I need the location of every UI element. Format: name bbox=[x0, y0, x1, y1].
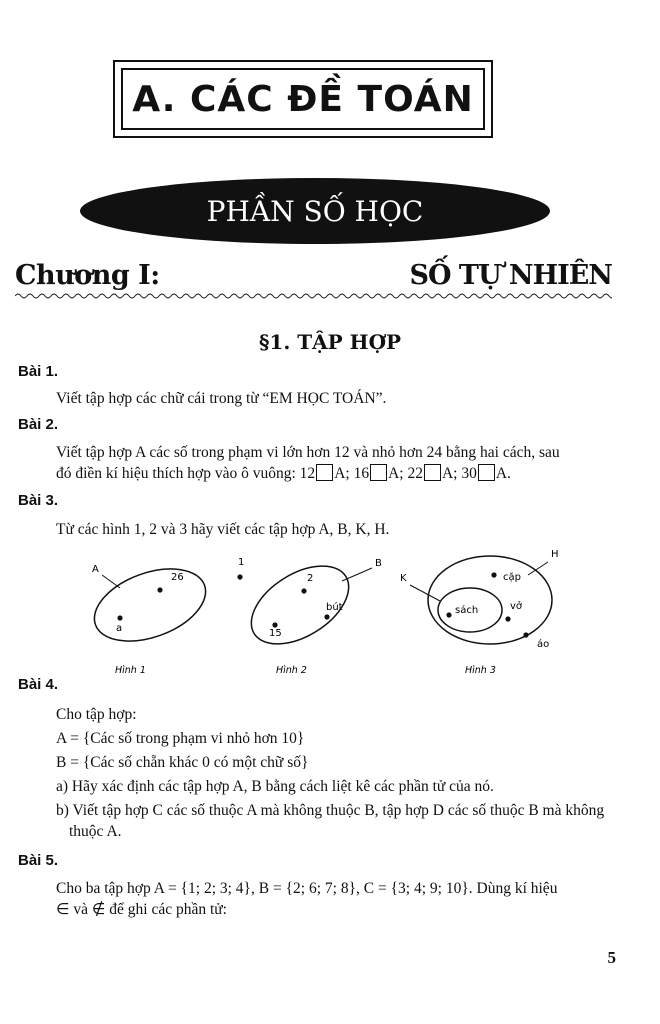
element-dot bbox=[117, 615, 122, 620]
chapter-name: SỐ TỰ NHIÊN bbox=[409, 260, 612, 291]
element-vo: vở bbox=[510, 601, 523, 612]
element-26: 26 bbox=[171, 572, 184, 583]
exercise-4-question-a: a) Hãy xác định các tập hợp A, B bằng cách liệt kê các phần tử của nó. bbox=[56, 778, 494, 795]
set-k-pointer bbox=[410, 585, 440, 601]
element-dot bbox=[301, 588, 306, 593]
element-dot bbox=[446, 612, 451, 617]
lesson-title: §1. TẬP HỢP bbox=[258, 330, 402, 354]
exercise-2-text bbox=[56, 442, 616, 484]
page-number: 5 bbox=[607, 948, 616, 967]
exercise-4-body bbox=[56, 704, 616, 842]
exercise-5-label: Bài 5. bbox=[18, 852, 59, 869]
exercise-2-seg4: A. bbox=[495, 465, 511, 482]
figure-3 bbox=[400, 549, 559, 676]
exercise-1-text: Viết tập hợp các chữ cái trong từ “EM HỌC TOÁN”. bbox=[56, 390, 387, 407]
set-b-pointer bbox=[342, 568, 372, 581]
exercise-2-line1: Viết tập hợp A các số trong phạm vi lớn hơn 12 và nhỏ hơn 24 bằng hai cách, sau bbox=[56, 444, 560, 461]
exercise-2-line2-start: đó điền kí hiệu thích hợp vào ô vuông: 12 bbox=[56, 465, 316, 482]
exercise-4-question-b: b) Viết tập hợp C các số thuộc A mà không thuộc B, tập hợp D các số thuộc B mà không thuộc A. bbox=[56, 802, 605, 840]
set-b-ellipse bbox=[238, 550, 362, 660]
exercise-3-label: Bài 3. bbox=[18, 492, 59, 509]
element-1-outside: 1 bbox=[238, 557, 245, 568]
figure-3-caption: Hình 3 bbox=[465, 665, 496, 676]
exercise-5-line2: ∈ và ∉ để ghi các phần tử: bbox=[56, 901, 227, 918]
figure-2-caption: Hình 2 bbox=[276, 665, 307, 676]
exercise-5-body bbox=[56, 878, 616, 920]
blank-square bbox=[424, 464, 441, 481]
exercise-2-line2 bbox=[56, 463, 616, 484]
element-sach: sách bbox=[455, 605, 479, 616]
blank-square bbox=[370, 464, 387, 481]
venn-figures bbox=[80, 545, 560, 680]
figure-2 bbox=[237, 550, 382, 676]
element-cap: cặp bbox=[503, 572, 521, 583]
exercise-4-set-a: A = {Các số trong phạm vi nhỏ hơn 10} bbox=[56, 730, 305, 747]
element-ao: áo bbox=[537, 639, 550, 650]
figure-1-caption: Hình 1 bbox=[115, 665, 146, 676]
exercise-5-line1: Cho ba tập hợp A = {1; 2; 3; 4}, B = {2; 6; 7; 8}, C = {3; 4; 9; 10}. Dùng kí hiệu bbox=[56, 880, 558, 897]
set-b-label: B bbox=[375, 558, 382, 569]
exercise-2-seg3: A; 30 bbox=[441, 465, 477, 482]
set-a-pointer bbox=[102, 575, 120, 588]
wavy-divider bbox=[15, 292, 612, 300]
exercise-4-intro: Cho tập hợp: bbox=[56, 706, 137, 723]
exercise-2-seg1: A; 16 bbox=[334, 465, 370, 482]
element-dot bbox=[324, 614, 329, 619]
blank-square bbox=[478, 464, 495, 481]
exercise-1-label: Bài 1. bbox=[18, 363, 59, 380]
element-15: 15 bbox=[269, 628, 282, 639]
section-banner: PHẦN SỐ HỌC bbox=[80, 178, 550, 244]
exercise-4-set-b: B = {Các số chẵn khác 0 có một chữ số} bbox=[56, 754, 309, 771]
set-k-label: K bbox=[400, 573, 407, 584]
exercise-3-text: Từ các hình 1, 2 và 3 hãy viết các tập hợp A, B, K, H. bbox=[56, 521, 390, 538]
element-dot bbox=[505, 616, 510, 621]
set-h-label: H bbox=[551, 549, 559, 560]
chapter-label: Chương I: bbox=[15, 260, 160, 291]
blank-square bbox=[316, 464, 333, 481]
set-a-label: A bbox=[92, 564, 99, 575]
figure-1 bbox=[85, 555, 216, 676]
part-title: A. CÁC ĐỀ TOÁN bbox=[121, 68, 485, 130]
element-a: a bbox=[116, 623, 123, 634]
exercise-2-label: Bài 2. bbox=[18, 416, 59, 433]
set-a-ellipse bbox=[85, 555, 216, 655]
element-dot bbox=[237, 574, 242, 579]
exercise-2-seg2: A; 22 bbox=[388, 465, 423, 482]
set-h-ellipse bbox=[428, 556, 552, 644]
exercise-4-label: Bài 4. bbox=[18, 676, 59, 693]
element-but: bút bbox=[326, 602, 343, 613]
element-2: 2 bbox=[307, 573, 314, 584]
element-dot bbox=[272, 622, 277, 627]
element-dot bbox=[491, 572, 496, 577]
element-dot bbox=[523, 632, 528, 637]
element-dot bbox=[157, 587, 162, 592]
part-title-box bbox=[113, 60, 493, 138]
